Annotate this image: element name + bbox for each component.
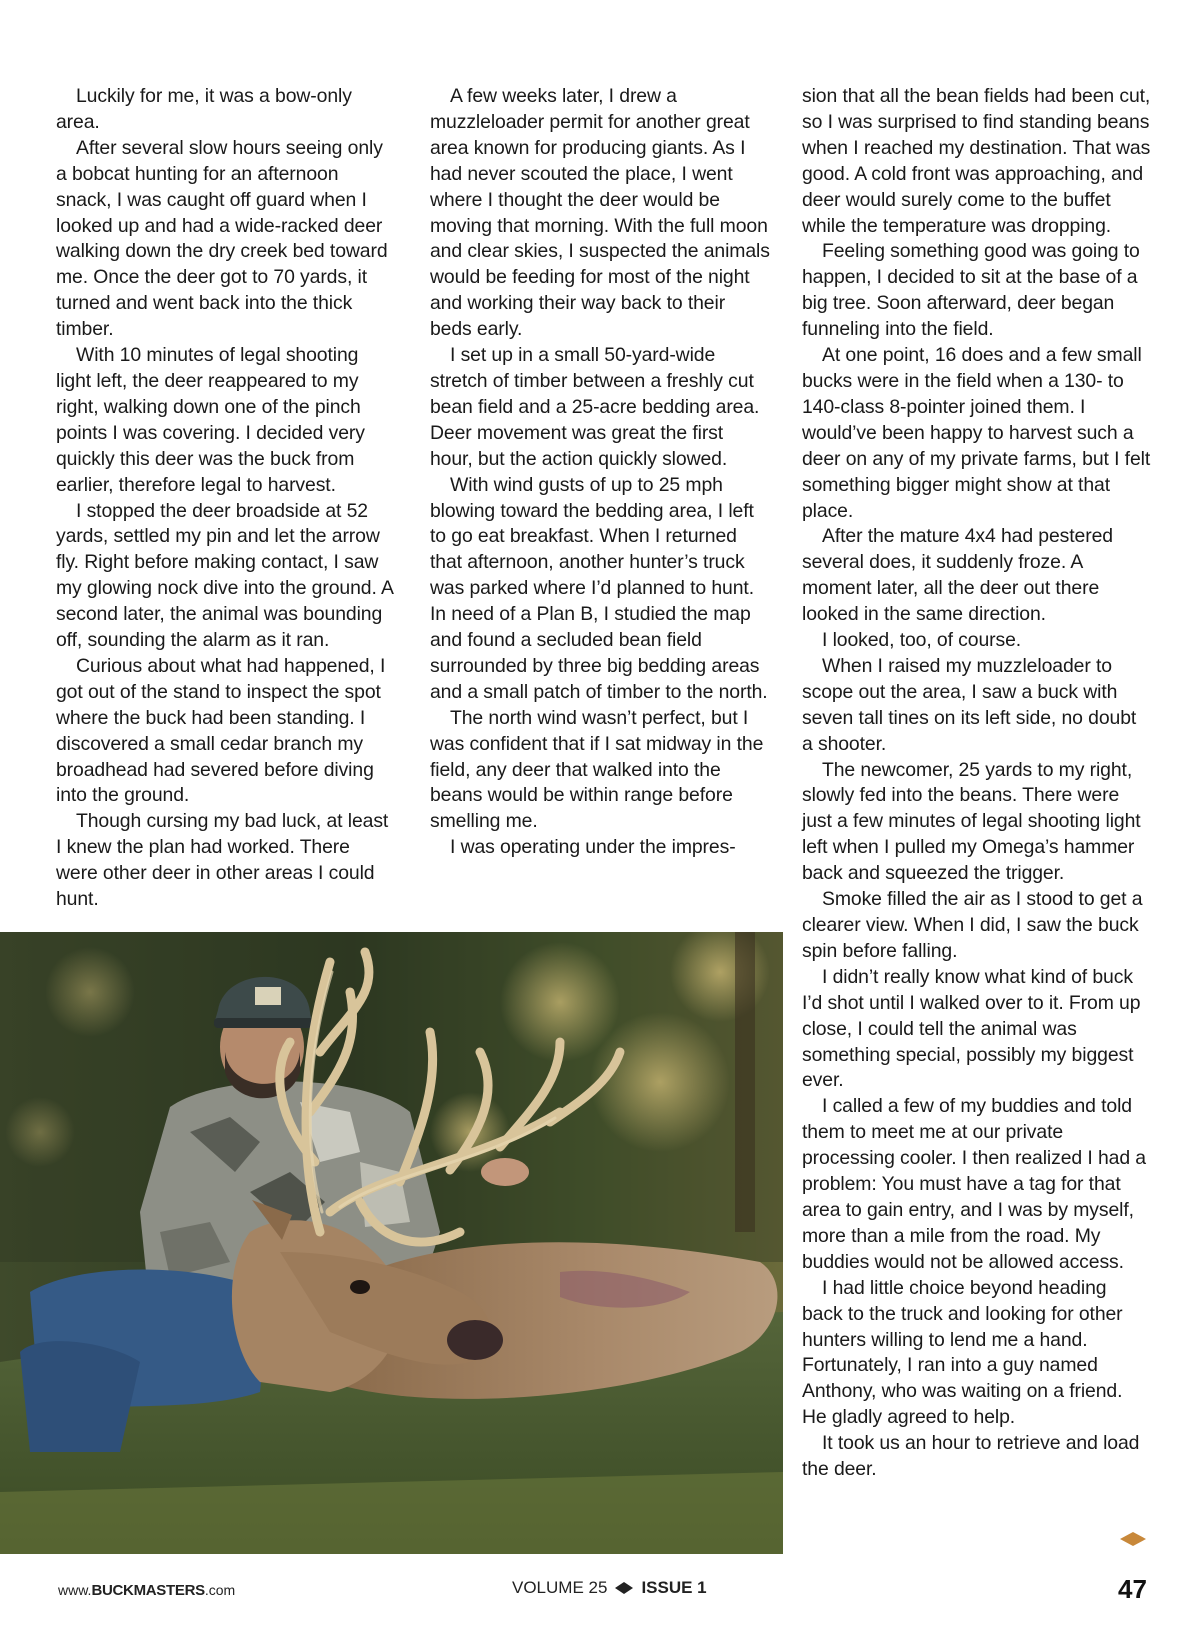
end-of-story-diamond-icon bbox=[1120, 1532, 1146, 1546]
paragraph: I set up in a small 50-yard-wide stretch of timber between a freshly cut bean field and a 25-acre bedding area. Deer movement was great the first hour, but the action quickly slowed. bbox=[430, 344, 760, 470]
footer-website bbox=[58, 1582, 235, 1599]
footer-issue: ISSUE 1 bbox=[641, 1578, 707, 1597]
paragraph: A few weeks later, I drew a muzzleloader permit for another great area known for producing giants. As I had never scouted the place, I went where I thought the deer would be moving that morning. With the full moon and clear skies, I suspected the animals would be feeding for most of the night and working their way back to their beds early. bbox=[430, 85, 770, 341]
page-number: 47 bbox=[1118, 1574, 1147, 1604]
paragraph: With 10 minutes of legal shooting light left, the deer reappeared to my right, walking down one of the pinch points I was covering. I decided very quickly this deer was the buck from earlier, therefore legal to harvest. bbox=[56, 344, 365, 496]
paragraph: I was operating under the impres- bbox=[450, 836, 736, 859]
article-column-3 bbox=[802, 84, 1152, 1483]
paragraph: After several slow hours seeing only a bobcat hunting for an afternoon snack, I was caught off guard when I looked up and had a wide-racked deer walking down the dry creek bed toward me. Once the deer got to 70 yards, it turned and went back into the thick timber. bbox=[56, 136, 388, 341]
paragraph: After the mature 4x4 had pestered several does, it suddenly froze. A moment later, all the deer out there looked in the same direction. bbox=[802, 525, 1113, 626]
footer-issue-info bbox=[512, 1578, 707, 1598]
paragraph: I called a few of my buddies and told them to meet me at our private processing cooler. I then realized I had a problem: You must have a tag for that area to gain entry, and I was by myself, more than a mile from the road. My buddies would not be allowed access. bbox=[802, 1095, 1146, 1273]
paragraph: With wind gusts of up to 25 mph blowing toward the bedding area, I left to go eat breakfast. When I returned that afternoon, another hunter’s truck was parked where I’d planned to hunt. In need of a Plan B, I studied the map and found a secluded bean field surrounded by three big bedding areas and a small patch of timber to the north. bbox=[430, 473, 768, 703]
paragraph: sion that all the bean fields had been cut, so I was surprised to find standing beans when I reached my destination. That was good. A cold front was approaching, and deer would surely come to the buffet while the temperature was dropping. bbox=[802, 85, 1151, 237]
footer-url-brand: BUCKMASTERS bbox=[91, 1582, 205, 1599]
page-footer bbox=[0, 1574, 1200, 1608]
paragraph: Luckily for me, it was a bow-only area. bbox=[56, 85, 352, 133]
article-column-1 bbox=[56, 84, 396, 913]
paragraph: Curious about what had happened, I got out of the stand to inspect the spot where the buck had been standing. I discovered a small cedar branch my broadhead had severed before diving into the ground. bbox=[56, 654, 386, 807]
paragraph: I stopped the deer broadside at 52 yards, settled my pin and let the arrow fly. Right before making contact, I saw my glowing nock dive into the ground. A second later, the animal was bounding off, sounding the alarm as it ran. bbox=[56, 499, 393, 652]
footer-url-suffix: .com bbox=[204, 1582, 236, 1598]
paragraph: The north wind wasn’t perfect, but I was confident that if I sat midway in the field, any deer that walked into the beans would be within range before smelling me. bbox=[430, 706, 764, 833]
hunter-with-buck-photo bbox=[0, 932, 783, 1554]
footer-url-prefix: www. bbox=[58, 1582, 92, 1598]
paragraph: I didn’t really know what kind of buck I’d shot until I walked over to it. From up close, I could tell the animal was something special, possibly my biggest ever. bbox=[802, 965, 1141, 1092]
paragraph: When I raised my muzzleloader to scope out the area, I saw a buck with seven tall tines on its left side, no doubt a shooter. bbox=[802, 654, 1137, 755]
paragraph: Feeling something good was going to happen, I decided to sit at the base of a big tree. Soon afterward, deer began funneling into the field. bbox=[802, 240, 1140, 341]
paragraph: I had little choice beyond heading back to the truck and looking for other hunters willing to lend me a hand. Fortunately, I ran into a guy named Anthony, who was waiting on a friend. He gladly agreed to help. bbox=[802, 1276, 1123, 1429]
paragraph: I looked, too, of course. bbox=[822, 629, 1022, 652]
paragraph: Though cursing my bad luck, at least I knew the plan had worked. There were other deer in other areas I could hunt. bbox=[56, 810, 389, 911]
footer-volume: VOLUME 25 bbox=[512, 1578, 608, 1597]
paragraph: At one point, 16 does and a few small bucks were in the field when a 130- to 140-class 8-pointer joined them. I would’ve been happy to harvest such a deer on any of my private farms, but I felt something bigger might show at that place. bbox=[802, 344, 1151, 522]
article-column-2 bbox=[430, 84, 770, 861]
paragraph: Smoke filled the air as I stood to get a clearer view. When I did, I saw the buck spin before falling. bbox=[802, 888, 1143, 962]
paragraph: It took us an hour to retrieve and load the deer. bbox=[802, 1432, 1140, 1481]
paragraph: The newcomer, 25 yards to my right, slowly fed into the beans. There were just a few minutes of legal shooting light left when I pulled my Omega’s hammer back and squeezed the trigger. bbox=[802, 758, 1141, 885]
diamond-arrow-icon bbox=[615, 1582, 633, 1594]
